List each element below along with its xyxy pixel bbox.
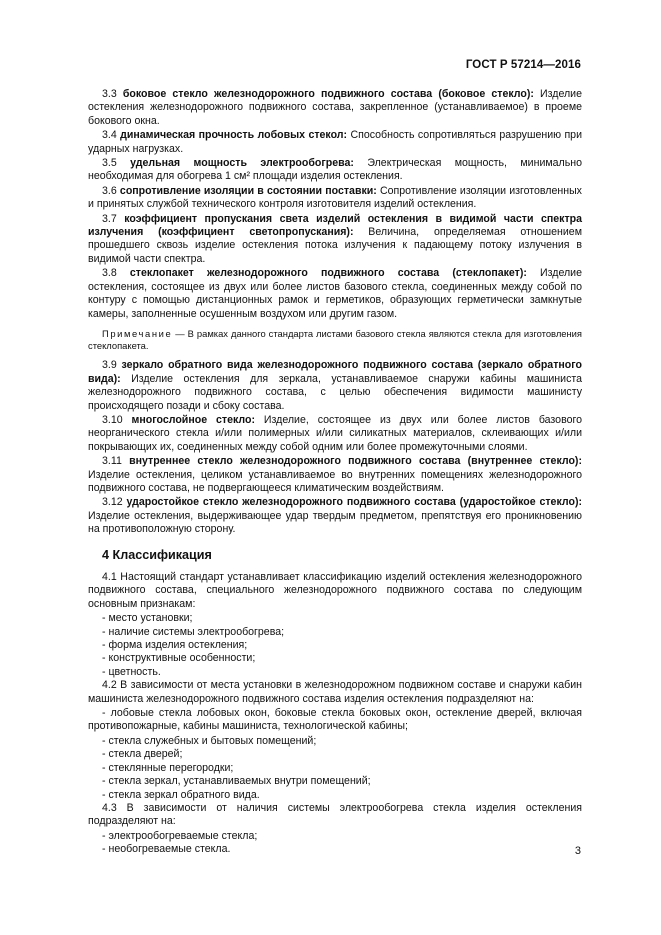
list-item: - стекла зеркал обратного вида.	[102, 788, 260, 801]
list-item: - место установки;	[102, 612, 193, 625]
page-number: 3	[574, 845, 581, 857]
document-body	[88, 88, 582, 857]
term-3-12: 3.12 ударостойкое стекло железнодорожного подвижного состава (ударостойкое стекло): Изделие остекления, выдерживающее удар твердым предметом, препятствуя его проникновению на противоположную сторону.	[88, 496, 582, 536]
list-item: - форма изделия остекления;	[102, 639, 248, 652]
list-item: - стекла служебных и бытовых помещений;	[102, 734, 317, 747]
list-item: - цветность.	[102, 665, 161, 678]
term-3-9: 3.9 зеркало обратного вида железнодорожного подвижного состава (зеркало обратного вида): Изделие остекления для зеркала, устанавливаемое снаружи кабины машиниста железнодорожного подвижного состава, с целью обеспечения видимости машинисту происходящего позади и сбоку состава.	[88, 359, 582, 412]
list-item: - конструктивные особенности;	[102, 652, 256, 665]
paragraph-4-1: 4.1 Настоящий стандарт устанавливает классификацию изделий остекления железнодорожного подвижного состава, специального железнодорожного подвижного состава по следующим основным признакам:	[88, 571, 582, 610]
term-3-3: 3.3 боковое стекло железнодорожного подвижного состава (боковое стекло): Изделие остекления железнодорожного подвижного состава, закрепленное (устанавливаемое) в проеме бокового окна.	[88, 88, 582, 127]
list-item: - электрообогреваемые стекла;	[102, 829, 258, 842]
note: Примечание — В рамках данного стандарта листами базового стекла являются стекла для изготовления стеклопакета.	[88, 327, 582, 352]
list-item: - необогреваемые стекла.	[102, 843, 231, 856]
paragraph-4-2: 4.2 В зависимости от места установки в железнодорожном подвижном составе и снаружи кабин машиниста железнодорожного подвижного состава изделия остекления подразделяют на:	[88, 679, 582, 705]
term-3-10: 3.10 многослойное стекло: Изделие, состоящее из двух или более листов базового неорганического стекла и/или полимерных и/или силикатных материалов, склеивающих и/или покрывающих их, соединенных между собой одним или более промежуточными слоями.	[88, 413, 582, 453]
list-item: - стекла зеркал, устанавливаемых внутри помещений;	[102, 775, 371, 788]
list-item: - лобовые стекла лобовых окон, боковые стекла боковых окон, остекление дверей, включая противопожарные, кабины машиниста, технологической кабины;	[88, 707, 582, 733]
list-item: - стекла дверей;	[102, 748, 183, 761]
term-3-5: 3.5 удельная мощность электрообогрева: Электрическая мощность, минимально необходимая для обогрева 1 см² площади изделия остекления.	[88, 157, 582, 183]
term-3-6: 3.6 сопротивление изоляции в состоянии поставки: Сопротивление изоляции изготовленных и принятых службой технического контроля изготовителя изделий остекления.	[88, 184, 582, 211]
term-3-7: 3.7 коэффициент пропускания света изделий остекления в видимой части спектра излучения (коэффициент светопропускания): Величина, определяемая отношением прошедшего сквозь изделие остекления потока излучения к падающему потоку излучения в видимой части спектра.	[88, 212, 582, 265]
list-item: - стеклянные перегородки;	[102, 761, 234, 774]
section-heading: 4 Классификация	[102, 547, 212, 562]
document-id: ГОСТ Р 57214—2016	[465, 59, 581, 71]
term-3-8: 3.8 стеклопакет железнодорожного подвижного состава (стеклопакет): Изделие остекления, состоящее из двух или более листов базового стекла, соединенных между собой по контуру с помощью дистанционных рамок и герметиков, образующих герметически замкнутые камеры, заполненные осушенным воздухом или другим газом.	[88, 267, 582, 320]
list-item: - наличие системы электрообогрева;	[102, 625, 285, 638]
term-3-4: 3.4 динамическая прочность лобовых стекол: Способность сопротивляться разрушению при ударных нагрузках.	[88, 129, 582, 155]
paragraph-4-3: 4.3 В зависимости от наличия системы электрообогрева стекла изделия остекления подразделяют на:	[88, 801, 582, 828]
term-3-11: 3.11 внутреннее стекло железнодорожного подвижного состава (внутреннее стекло): Изделие остекления, целиком устанавливаемое во внутренних помещениях железнодорожного подвижного состава, не подвергающееся климатическим воздействиям.	[88, 455, 582, 494]
